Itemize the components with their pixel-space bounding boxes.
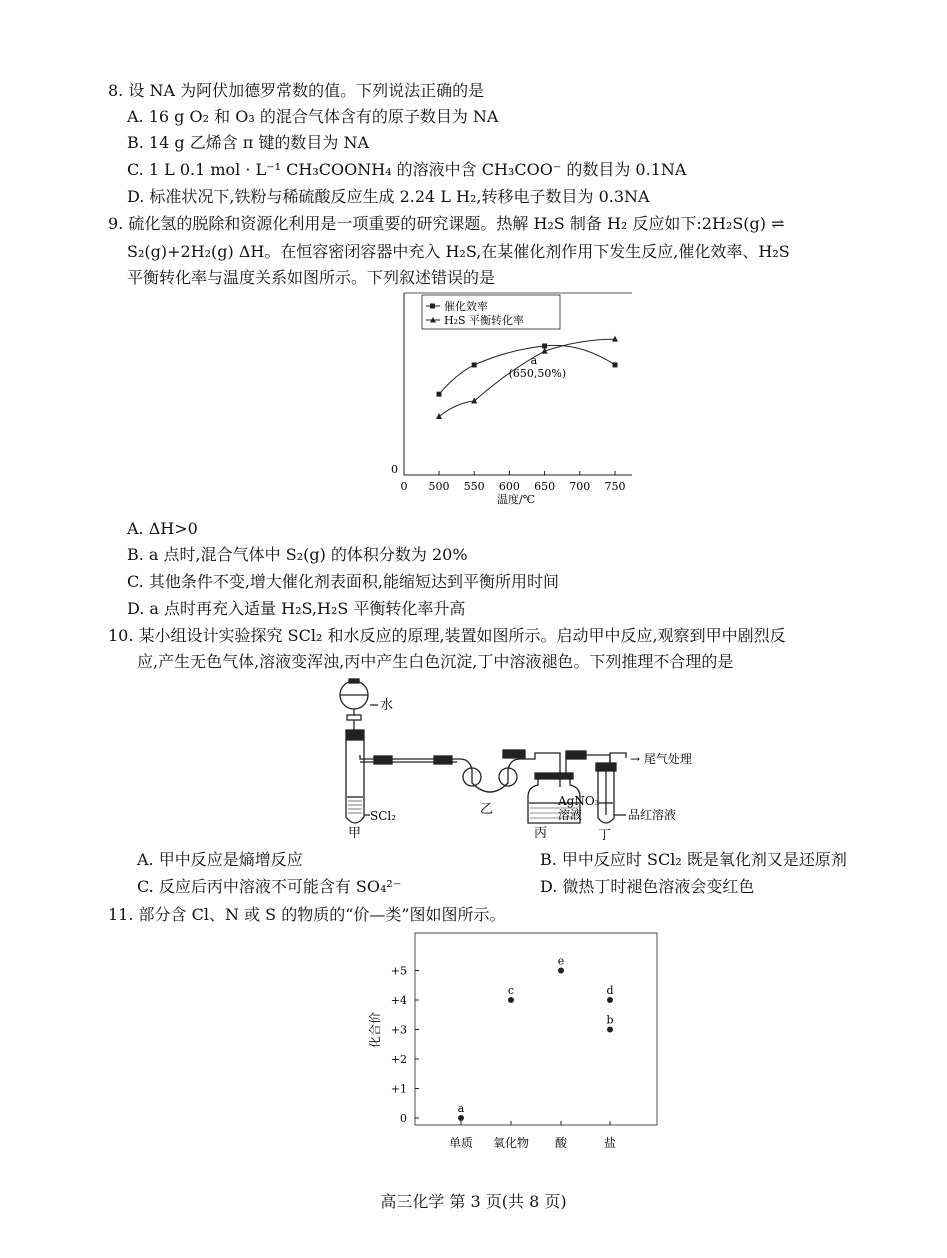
q11-stem: 11. 部分含 Cl、N 或 S 的物质的“价—类”图如图所示。	[108, 905, 506, 924]
x-tick-label: 700	[569, 480, 591, 493]
y-tick-label: 0	[400, 1112, 407, 1125]
label-pinhong: 品红溶液	[628, 808, 677, 822]
point-h2s-conversion	[471, 398, 477, 404]
point-catalytic-efficiency	[437, 392, 442, 397]
plot-frame	[415, 933, 657, 1125]
q9-stem-line2: S₂(g)+2H₂(g) ΔH。在恒容密闭容器中充入 H₂S,在某催化剂作用下发生反应,催化效率、H₂S	[127, 242, 790, 261]
y-axis-label: 化合价	[368, 1011, 382, 1049]
label-yi: 乙	[480, 802, 494, 817]
q8-option-b: B. 14 g 乙烯含 π 键的数目为 NA	[127, 133, 370, 152]
q10-option-d: D. 微热丁时褪色溶液会变红色	[540, 877, 755, 896]
point-label-c: c	[507, 984, 515, 997]
q9-option-c: C. 其他条件不变,增大催化剂表面积,能缩短达到平衡所用时间	[127, 572, 560, 591]
stopper-jia	[346, 730, 364, 740]
x-category-label: 单质	[448, 1136, 474, 1150]
q11-chart	[365, 925, 665, 1160]
annotation-a: a	[530, 354, 538, 367]
label-ding: 丁	[598, 828, 612, 843]
label-bing: 丙	[534, 826, 548, 841]
x-tick-label: 650	[534, 480, 556, 493]
annotation-coordinate: (650,50%)	[508, 367, 567, 380]
point-d	[607, 997, 613, 1003]
x-axis-label: 温度/℃	[496, 493, 536, 506]
q8-option-d: D. 标准状况下,铁粉与稀硫酸反应生成 2.24 L H₂,转移电子数目为 0.3NA	[127, 187, 650, 206]
point-label-d: d	[606, 984, 614, 997]
q10-option-c: C. 反应后丙中溶液不可能含有 SO₄²⁻	[137, 877, 402, 896]
q9-stem-line1: 9. 硫化氢的脱除和资源化利用是一项重要的研究课题。热解 H₂S 制备 H₂ 反应如下:2H₂S(g) ⇌	[108, 214, 785, 233]
q10-option-a: A. 甲中反应是熵增反应	[137, 850, 303, 869]
y-tick-label: +2	[390, 1053, 407, 1066]
u-tube-yi	[460, 759, 520, 792]
point-label-b: b	[606, 1013, 614, 1027]
y-tick-label: +1	[390, 1082, 407, 1096]
legend-label: 催化效率	[444, 300, 488, 313]
point-e	[558, 968, 564, 974]
x-category-label: 酸	[554, 1136, 568, 1150]
x-category-label: 盐	[603, 1136, 617, 1150]
q8-option-c: C. 1 L 0.1 mol · L⁻¹ CH₃COONH₄ 的溶液中含 CH₃COO⁻ 的数目为 0.1NA	[127, 160, 687, 179]
label-tail-gas: → 尾气处理	[630, 752, 692, 766]
point-catalytic-efficiency	[613, 362, 618, 367]
label-agno3: AgNO₃	[558, 794, 600, 808]
point-h2s-conversion	[612, 336, 618, 342]
y-tick-label: 0	[391, 463, 398, 476]
x-category-label: 氧化物	[492, 1136, 530, 1150]
point-b	[607, 1027, 613, 1033]
q9-chart	[380, 285, 650, 515]
point-label-a: a	[457, 1102, 465, 1115]
x-tick-label: 750	[604, 480, 626, 493]
q10-apparatus-diagram	[330, 675, 720, 845]
q9-option-a: A. ΔH>0	[127, 519, 198, 538]
y-tick-label: +5	[390, 964, 407, 978]
point-c	[508, 997, 514, 1003]
q9-option-d: D. a 点时再充入适量 H₂S,H₂S 平衡转化率升高	[127, 599, 466, 618]
x-tick-label: 0	[400, 480, 408, 493]
point-a	[458, 1115, 464, 1121]
page-footer: 高三化学 第 3 页(共 8 页)	[380, 1192, 567, 1211]
q8-option-a: A. 16 g O₂ 和 O₃ 的混合气体含有的原子数目为 NA	[127, 107, 499, 126]
legend-label: H₂S 平衡转化率	[444, 314, 525, 327]
legend-square-marker	[430, 304, 435, 309]
point-h2s-conversion	[436, 413, 442, 419]
label-agno3-solution: 溶液	[558, 808, 583, 822]
q10-stem-line1: 10. 某小组设计实验探究 SCl₂ 和水反应的原理,装置如图所示。启动甲中反应,观察到甲中剧烈反	[108, 626, 786, 645]
q10-stem-line2: 应,产生无色气体,溶液变浑浊,丙中产生白色沉淀,丁中溶液褪色。下列推理不合理的是	[137, 652, 734, 671]
x-tick-label: 550	[463, 480, 485, 493]
label-jia: 甲	[348, 826, 362, 841]
label-water: 水	[380, 698, 394, 713]
x-tick-label: 500	[428, 480, 450, 493]
y-tick-label: +4	[390, 994, 407, 1007]
label-scl2: SCl₂	[370, 809, 397, 823]
q10-option-b: B. 甲中反应时 SCl₂ 既是氧化剂又是还原剂	[540, 850, 847, 869]
point-catalytic-efficiency	[472, 362, 477, 367]
q9-stem-line3: 平衡转化率与温度关系如图所示。下列叙述错误的是	[127, 268, 496, 287]
q9-option-b: B. a 点时,混合气体中 S₂(g) 的体积分数为 20%	[127, 545, 468, 564]
x-tick-label: 600	[498, 480, 520, 493]
test-tube-jia	[346, 740, 364, 823]
point-label-e: e	[557, 954, 565, 968]
q8-stem: 8. 设 NA 为阿伏加德罗常数的值。下列说法正确的是	[108, 81, 485, 100]
y-tick-label: +3	[390, 1023, 407, 1037]
